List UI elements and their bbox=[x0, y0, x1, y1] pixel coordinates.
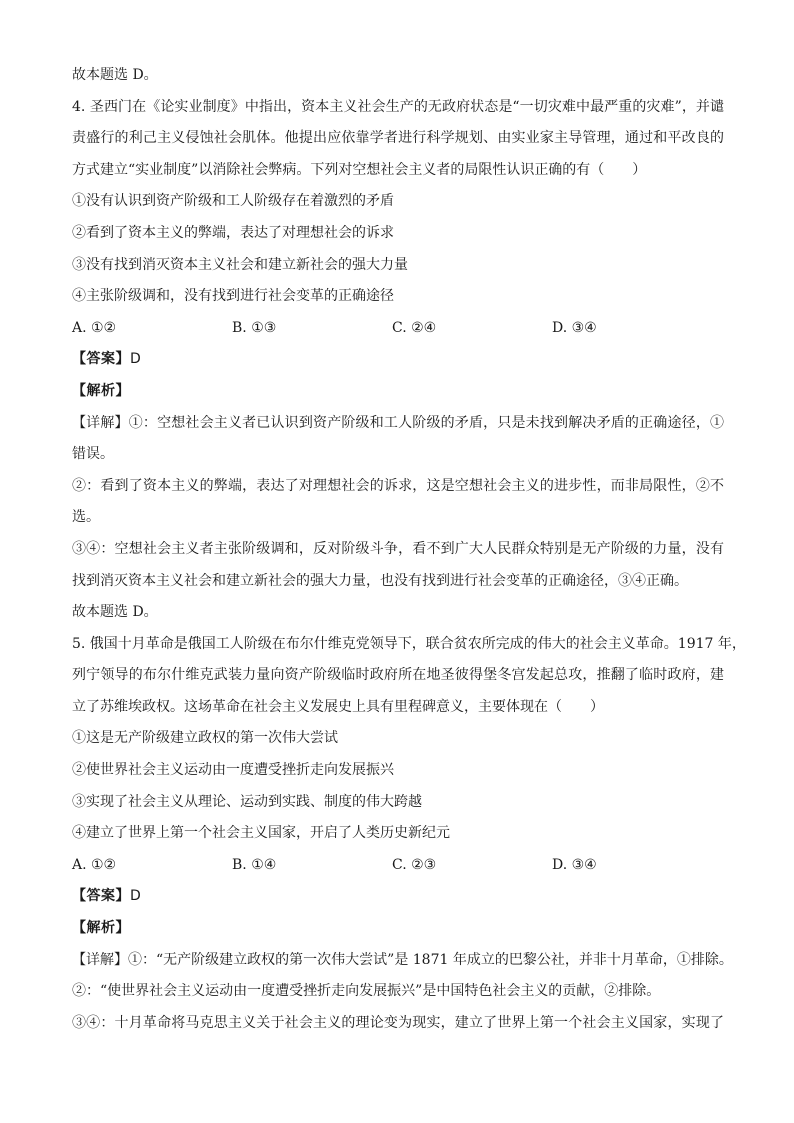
answer-tag: 【答案】 bbox=[72, 888, 130, 905]
option-c: C. ②③ bbox=[392, 856, 437, 873]
analysis-tag: 【解析】 bbox=[72, 920, 130, 937]
statement-item: ①没有认识到资产阶级和工人阶级存在着激烈的矛盾 bbox=[72, 193, 394, 210]
answer-line bbox=[72, 344, 724, 376]
detail-line: ③④：十月革命将马克思主义关于社会主义的理论变为现实，建立了世界上第一个社会主义国家，实现了 bbox=[72, 1014, 724, 1031]
analysis-tag: 【解析】 bbox=[72, 382, 130, 399]
option-a: A. ①② bbox=[72, 319, 117, 336]
statement-item: ①这是无产阶级建立政权的第一次伟大尝试 bbox=[72, 730, 338, 747]
option-d: D. ③④ bbox=[552, 856, 597, 873]
previous-answer-conclusion: 故本题选 D。 bbox=[72, 67, 158, 83]
detail-line: 找到消灭资本主义社会和建立新社会的强大力量，也没有找到进行社会变革的正确途径，③④正确。 bbox=[72, 572, 688, 589]
option-c: C. ②④ bbox=[392, 319, 437, 336]
detail-line: ②：“使世界社会主义运动由一度遭受挫折走向发展振兴”是中国特色社会主义的贡献，②排除。 bbox=[72, 983, 661, 1000]
answer-value: D bbox=[130, 351, 141, 368]
question-stem-line: 5. 俄国十月革命是俄国工人阶级在布尔什维克党领导下，联合贫农所完成的伟大的社会主义革命。1917 年， bbox=[72, 635, 746, 652]
document-page bbox=[72, 60, 746, 1039]
detail-line: 选。 bbox=[72, 509, 100, 526]
statement-item: ②看到了资本主义的弊端，表达了对理想社会的诉求 bbox=[72, 224, 394, 241]
option-b: B. ①③ bbox=[232, 319, 277, 336]
statement-item: ④建立了世界上第一个社会主义国家，开启了人类历史新纪元 bbox=[72, 825, 450, 842]
answer-options bbox=[72, 313, 724, 345]
question-stem-line: 责盛行的利己主义侵蚀社会肌体。他提出应依靠学者进行科学规划、由实业家主导管理，通过和平改良的 bbox=[72, 130, 724, 147]
option-b: B. ①④ bbox=[232, 856, 277, 873]
detail-line: 错误。 bbox=[72, 446, 114, 463]
question-stem-line: 列宁领导的布尔什维克武装力量向资产阶级临时政府所在地圣彼得堡冬宫发起总攻，推翻了临时政府，建 bbox=[72, 667, 724, 684]
statement-item: ③没有找到消灭资本主义社会和建立新社会的强大力量 bbox=[72, 256, 408, 273]
answer-value: D bbox=[130, 888, 141, 905]
statement-item: ③实现了社会主义从理论、运动到实践、制度的伟大跨越 bbox=[72, 793, 422, 810]
option-d: D. ③④ bbox=[552, 319, 597, 336]
statement-item: ②使世界社会主义运动由一度遭受挫折走向发展振兴 bbox=[72, 762, 394, 779]
detail-line: 【详解】①：“无产阶级建立政权的第一次伟大尝试”是 1871 年成立的巴黎公社，并非十月革命，①排除。 bbox=[72, 951, 733, 968]
option-a: A. ①② bbox=[72, 856, 117, 873]
question-stem-line: 立了苏维埃政权。这场革命在社会主义发展史上具有里程碑意义，主要体现在（ ） bbox=[72, 698, 604, 715]
statement-item: ④主张阶级调和，没有找到进行社会变革的正确途径 bbox=[72, 288, 394, 305]
question-stem-line: 方式建立“实业制度”以消除社会弊病。下列对空想社会主义者的局限性认识正确的有（ ） bbox=[72, 161, 647, 178]
detail-line: 【详解】①：空想社会主义者已认识到资产阶级和工人阶级的矛盾，只是未找到解决矛盾的正确途径，① bbox=[72, 414, 724, 431]
detail-line: 故本题选 D。 bbox=[72, 604, 158, 621]
detail-line: ③④：空想社会主义者主张阶级调和，反对阶级斗争，看不到广大人民群众特别是无产阶级的力量，没有 bbox=[72, 540, 724, 557]
answer-tag: 【答案】 bbox=[72, 351, 130, 368]
detail-line: ②：看到了资本主义的弊端，表达了对理想社会的诉求，这是空想社会主义的进步性，而非局限性，②不 bbox=[72, 477, 724, 494]
question-5 bbox=[72, 629, 746, 1040]
question-stem-line: 4. 圣西门在《论实业制度》中指出，资本主义社会生产的无政府状态是“一切灾难中最严重的灾难”，并谴 bbox=[72, 98, 724, 115]
question-4 bbox=[72, 92, 724, 629]
answer-options bbox=[72, 850, 724, 882]
answer-line bbox=[72, 881, 724, 913]
